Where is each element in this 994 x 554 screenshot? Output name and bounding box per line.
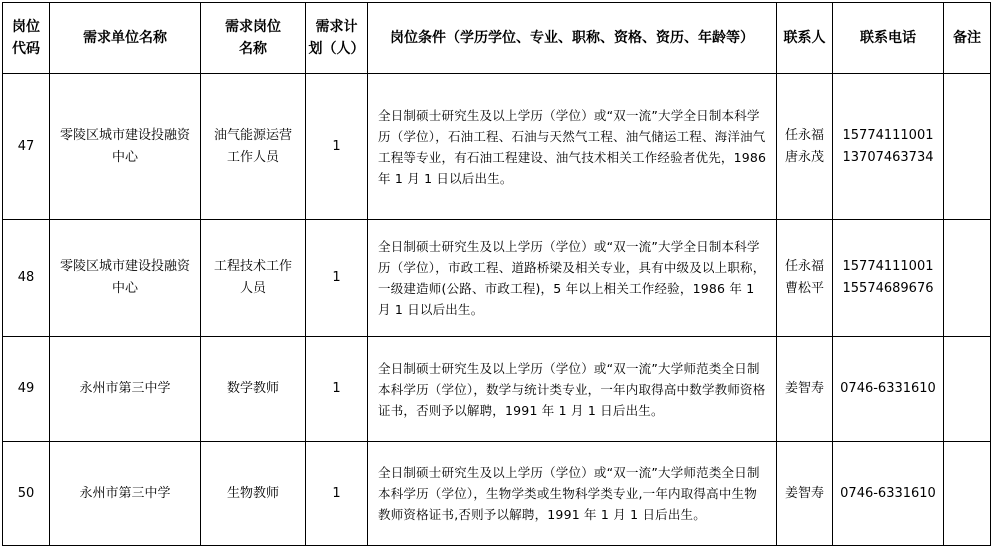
cell-plan: 1 — [306, 337, 368, 442]
cell-conditions: 全日制硕士研究生及以上学历（学位）或“双一流”大学全日制本科学历（学位），石油工程、石油与天然气工程、油气储运工程、海洋油气工程等专业，有石油工程建设、油气技术相关工作经验者优先，1986 年 1 月 1 日以后出生。 — [368, 74, 777, 220]
header-phone: 联系电话 — [833, 3, 944, 74]
table-row — [3, 442, 991, 546]
cell-plan: 1 — [306, 220, 368, 337]
cell-unit: 零陵区城市建设投融资中心 — [50, 74, 201, 220]
recruitment-table — [2, 2, 991, 546]
cell-contact: 任永福 唐永茂 — [777, 74, 833, 220]
cell-remark — [944, 74, 991, 220]
header-conditions: 岗位条件（学历学位、专业、职称、资格、资历、年龄等） — [368, 3, 777, 74]
cell-remark — [944, 337, 991, 442]
cell-unit: 永州市第三中学 — [50, 442, 201, 546]
cell-code: 48 — [3, 220, 50, 337]
table-row — [3, 220, 991, 337]
header-unit: 需求单位名称 — [50, 3, 201, 74]
cell-phone: 0746-6331610 — [833, 337, 944, 442]
cell-position: 生物教师 — [201, 442, 306, 546]
cell-position: 工程技术工作人员 — [201, 220, 306, 337]
cell-unit: 零陵区城市建设投融资中心 — [50, 220, 201, 337]
cell-code: 50 — [3, 442, 50, 546]
cell-contact: 任永福 曹松平 — [777, 220, 833, 337]
cell-remark — [944, 442, 991, 546]
header-position: 需求岗位 名称 — [201, 3, 306, 74]
cell-position: 油气能源运营工作人员 — [201, 74, 306, 220]
cell-conditions: 全日制硕士研究生及以上学历（学位）或“双一流”大学全日制本科学历（学位），市政工程、道路桥梁及相关专业，具有中级及以上职称，一级建造师(公路、市政工程)，5 年以上相关工作经验，1986 年 1 月 1 日以后出生。 — [368, 220, 777, 337]
cell-phone: 0746-6331610 — [833, 442, 944, 546]
cell-code: 49 — [3, 337, 50, 442]
table-row — [3, 337, 991, 442]
header-remark: 备注 — [944, 3, 991, 74]
cell-plan: 1 — [306, 442, 368, 546]
cell-conditions: 全日制硕士研究生及以上学历（学位）或“双一流”大学师范类全日制本科学历（学位），生物学类或生物科学类专业,一年内取得高中生物教师资格证书,否则予以解聘，1991 年 1 月 1 日后出生。 — [368, 442, 777, 546]
cell-phone: 15774111001 15574689676 — [833, 220, 944, 337]
cell-phone: 15774111001 13707463734 — [833, 74, 944, 220]
cell-conditions: 全日制硕士研究生及以上学历（学位）或“双一流”大学师范类全日制本科学历（学位），数学与统计类专业，一年内取得高中数学教师资格证书，否则予以解聘，1991 年 1 月 1 日后出生。 — [368, 337, 777, 442]
table-row — [3, 74, 991, 220]
header-plan: 需求计 划（人） — [306, 3, 368, 74]
cell-remark — [944, 220, 991, 337]
header-code: 岗位 代码 — [3, 3, 50, 74]
cell-plan: 1 — [306, 74, 368, 220]
cell-contact: 姜智寿 — [777, 337, 833, 442]
header-row — [3, 3, 991, 74]
cell-code: 47 — [3, 74, 50, 220]
cell-position: 数学教师 — [201, 337, 306, 442]
cell-unit: 永州市第三中学 — [50, 337, 201, 442]
cell-contact: 姜智寿 — [777, 442, 833, 546]
header-contact: 联系人 — [777, 3, 833, 74]
